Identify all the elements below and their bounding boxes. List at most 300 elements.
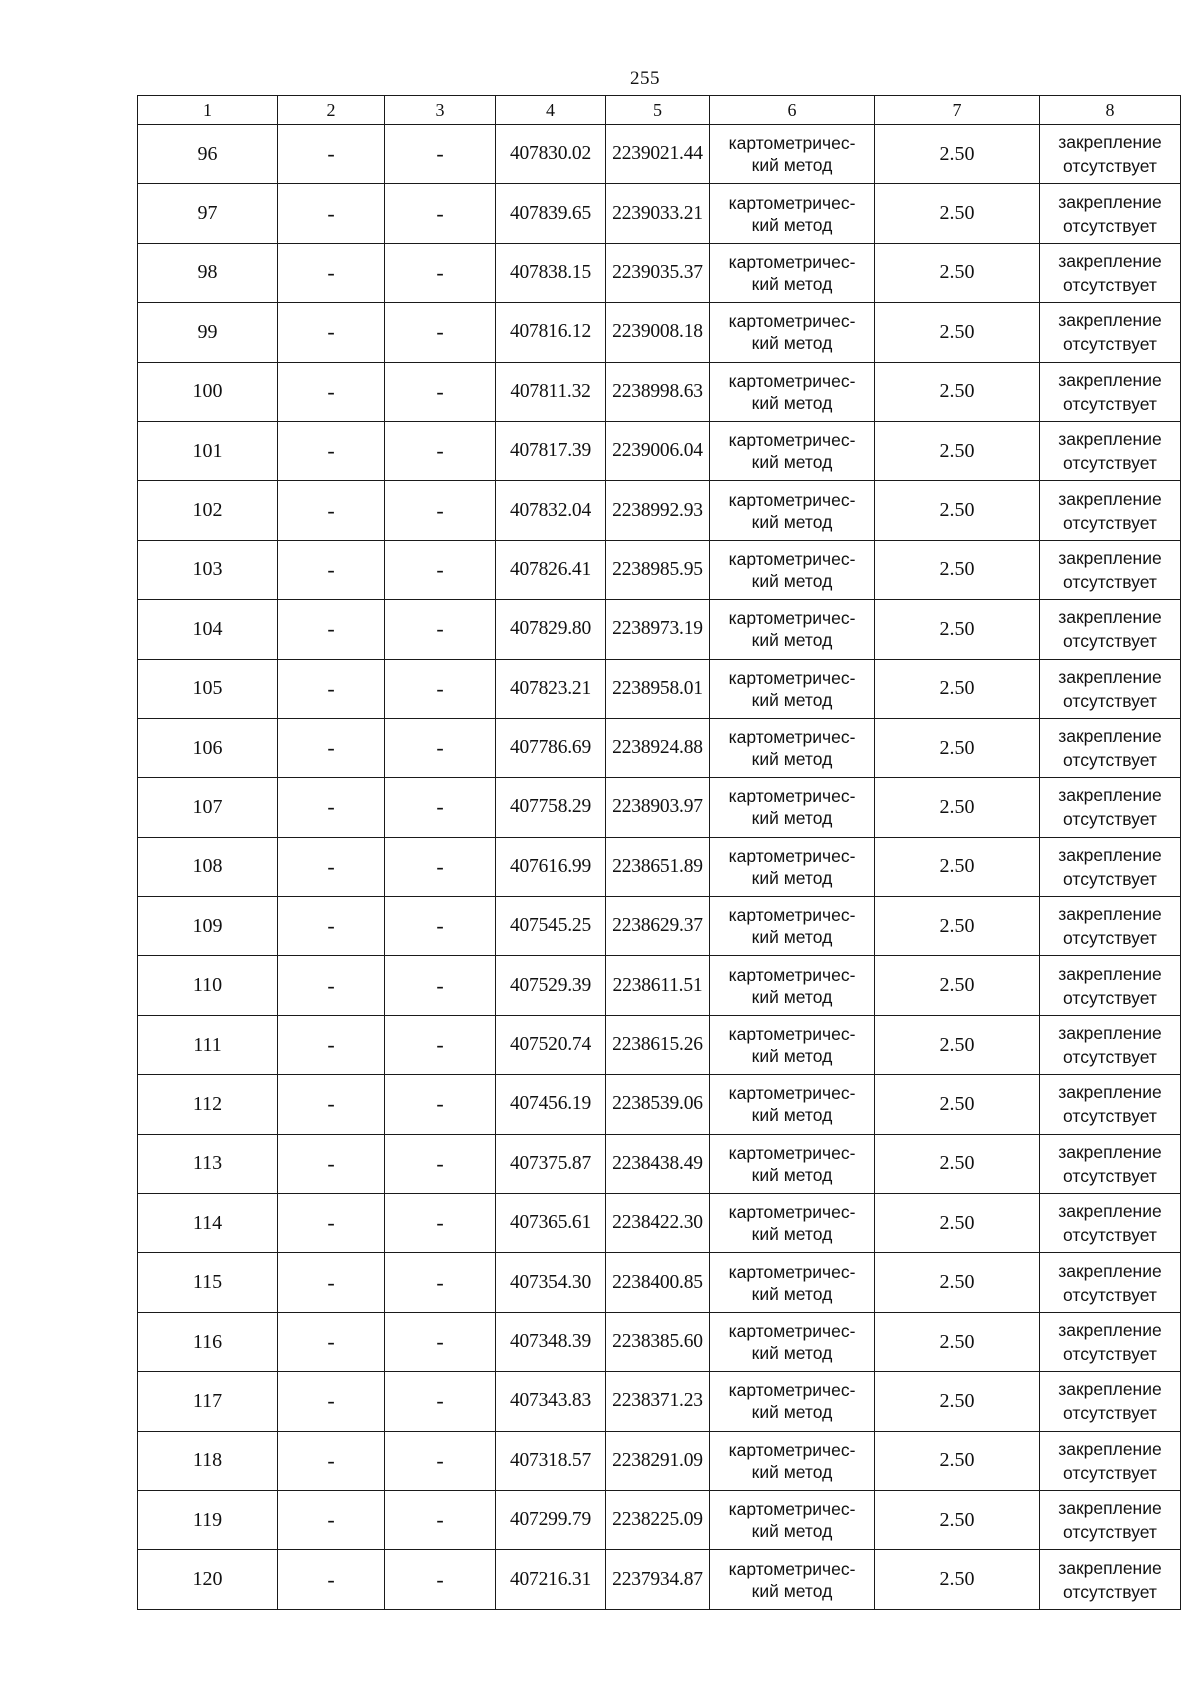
method-text: кий метод bbox=[751, 392, 833, 413]
column-3-cell: - bbox=[385, 1194, 496, 1253]
column-3-cell: - bbox=[385, 1550, 496, 1609]
column-header: 8 bbox=[1040, 96, 1181, 125]
method-text: картометричес- bbox=[728, 1321, 856, 1341]
fixation-text: отсутствует bbox=[1063, 1581, 1157, 1602]
point-number-cell: 117 bbox=[138, 1372, 278, 1431]
coordinate-x-cell: 407354.30 bbox=[496, 1253, 606, 1312]
accuracy-cell: 2.50 bbox=[875, 718, 1040, 777]
fixation-text: отсутствует bbox=[1063, 453, 1157, 474]
column-2-cell: - bbox=[278, 897, 385, 956]
method-text: кий метод bbox=[751, 1580, 833, 1601]
point-number-cell: 98 bbox=[138, 243, 278, 302]
fixation-cell bbox=[1040, 600, 1181, 659]
method-text: кий метод bbox=[751, 630, 833, 651]
column-3-cell: - bbox=[385, 659, 496, 718]
method-text: кий метод bbox=[751, 155, 833, 176]
method-cell bbox=[710, 362, 875, 421]
fixation-cell bbox=[1040, 125, 1181, 184]
coordinate-x-cell: 407826.41 bbox=[496, 540, 606, 599]
method-text: кий метод bbox=[751, 1046, 833, 1067]
method-text: картометричес- bbox=[728, 548, 856, 569]
fixation-text: закрепление bbox=[1058, 1557, 1162, 1578]
coordinate-y-cell: 2237934.87 bbox=[606, 1550, 710, 1609]
coordinate-x-cell: 407529.39 bbox=[496, 956, 606, 1015]
coordinate-x-cell: 407786.69 bbox=[496, 718, 606, 777]
column-2-cell: - bbox=[278, 1312, 385, 1371]
coordinate-y-cell: 2238903.97 bbox=[606, 778, 710, 837]
table-row bbox=[138, 778, 1181, 837]
accuracy-cell: 2.50 bbox=[875, 1015, 1040, 1074]
point-number-cell: 113 bbox=[138, 1134, 278, 1193]
fixation-text: отсутствует bbox=[1063, 928, 1157, 949]
fixation-text: закрепление bbox=[1058, 607, 1162, 628]
column-3-cell: - bbox=[385, 184, 496, 243]
method-text: картометричес- bbox=[728, 370, 856, 391]
column-2-cell: - bbox=[278, 1253, 385, 1312]
fixation-text: закрепление bbox=[1058, 1082, 1162, 1103]
table-row bbox=[138, 1550, 1181, 1609]
column-header: 2 bbox=[278, 96, 385, 125]
method-text: картометричес- bbox=[728, 1439, 856, 1460]
accuracy-cell: 2.50 bbox=[875, 362, 1040, 421]
coordinate-x-cell: 407839.65 bbox=[496, 184, 606, 243]
fixation-text: отсутствует bbox=[1063, 1403, 1157, 1424]
column-2-cell: - bbox=[278, 1490, 385, 1549]
method-cell bbox=[710, 303, 875, 362]
fixation-cell bbox=[1040, 659, 1181, 718]
fixation-cell bbox=[1040, 837, 1181, 896]
fixation-text: отсутствует bbox=[1063, 215, 1157, 236]
coordinate-y-cell: 2238385.60 bbox=[606, 1312, 710, 1371]
fixation-text: закрепление bbox=[1058, 963, 1162, 984]
method-cell bbox=[710, 421, 875, 480]
coordinate-x-cell: 407829.80 bbox=[496, 600, 606, 659]
fixation-cell bbox=[1040, 243, 1181, 302]
fixation-cell bbox=[1040, 1312, 1181, 1371]
accuracy-cell: 2.50 bbox=[875, 956, 1040, 1015]
fixation-text: отсутствует bbox=[1063, 1522, 1157, 1543]
fixation-text: отсутствует bbox=[1063, 1047, 1157, 1068]
coordinate-y-cell: 2238985.95 bbox=[606, 540, 710, 599]
coordinate-y-cell: 2238924.88 bbox=[606, 718, 710, 777]
column-2-cell: - bbox=[278, 1015, 385, 1074]
method-cell bbox=[710, 1490, 875, 1549]
method-cell bbox=[710, 1253, 875, 1312]
method-cell bbox=[710, 1134, 875, 1193]
coordinate-x-cell: 407816.12 bbox=[496, 303, 606, 362]
fixation-text: отсутствует bbox=[1063, 1106, 1157, 1127]
column-2-cell: - bbox=[278, 778, 385, 837]
fixation-cell bbox=[1040, 362, 1181, 421]
coordinate-y-cell: 2238651.89 bbox=[606, 837, 710, 896]
fixation-text: закрепление bbox=[1058, 429, 1162, 450]
column-2-cell: - bbox=[278, 1134, 385, 1193]
fixation-text: отсутствует bbox=[1063, 1284, 1157, 1305]
column-header: 4 bbox=[496, 96, 606, 125]
coordinate-x-cell: 407832.04 bbox=[496, 481, 606, 540]
method-text: кий метод bbox=[751, 1402, 833, 1423]
accuracy-cell: 2.50 bbox=[875, 421, 1040, 480]
fixation-text: закрепление bbox=[1058, 1201, 1162, 1222]
method-text: картометричес- bbox=[728, 489, 856, 510]
coordinate-x-cell: 407299.79 bbox=[496, 1490, 606, 1549]
fixation-cell bbox=[1040, 1194, 1181, 1253]
method-text: кий метод bbox=[751, 452, 833, 473]
point-number-cell: 106 bbox=[138, 718, 278, 777]
column-2-cell: - bbox=[278, 303, 385, 362]
column-2-cell: - bbox=[278, 837, 385, 896]
table-row bbox=[138, 1075, 1181, 1134]
column-2-cell: - bbox=[278, 481, 385, 540]
table-row bbox=[138, 600, 1181, 659]
fixation-text: закрепление bbox=[1058, 844, 1162, 865]
fixation-text: закрепление bbox=[1058, 1438, 1162, 1459]
method-text: картометричес- bbox=[728, 1380, 856, 1401]
column-3-cell: - bbox=[385, 897, 496, 956]
table-row bbox=[138, 1134, 1181, 1193]
column-3-cell: - bbox=[385, 125, 496, 184]
column-3-cell: - bbox=[385, 1431, 496, 1490]
header-row bbox=[138, 96, 1181, 125]
table-row bbox=[138, 1372, 1181, 1431]
method-text: кий метод bbox=[751, 1461, 833, 1482]
fixation-text: закрепление bbox=[1058, 1320, 1162, 1340]
fixation-text: отсутствует bbox=[1063, 156, 1157, 177]
coordinate-y-cell: 2238998.63 bbox=[606, 362, 710, 421]
fixation-cell bbox=[1040, 897, 1181, 956]
table-row bbox=[138, 1490, 1181, 1549]
column-3-cell: - bbox=[385, 1253, 496, 1312]
method-text: кий метод bbox=[751, 749, 833, 770]
column-3-cell: - bbox=[385, 1372, 496, 1431]
column-header: 5 bbox=[606, 96, 710, 125]
column-2-cell: - bbox=[278, 362, 385, 421]
table-row bbox=[138, 956, 1181, 1015]
method-text: картометричес- bbox=[728, 1142, 856, 1163]
point-number-cell: 104 bbox=[138, 600, 278, 659]
coordinate-x-cell: 407456.19 bbox=[496, 1075, 606, 1134]
coordinate-y-cell: 2238611.51 bbox=[606, 956, 710, 1015]
fixation-text: отсутствует bbox=[1063, 690, 1157, 711]
fixation-text: закрепление bbox=[1058, 132, 1162, 153]
coordinates-table bbox=[137, 95, 1181, 1610]
fixation-cell bbox=[1040, 1372, 1181, 1431]
fixation-cell bbox=[1040, 1075, 1181, 1134]
method-text: кий метод bbox=[751, 511, 833, 532]
method-text: картометричес- bbox=[728, 251, 856, 272]
fixation-cell bbox=[1040, 1490, 1181, 1549]
table-row bbox=[138, 125, 1181, 184]
coordinate-x-cell: 407216.31 bbox=[496, 1550, 606, 1609]
method-cell bbox=[710, 1431, 875, 1490]
fixation-text: отсутствует bbox=[1063, 1225, 1157, 1246]
accuracy-cell: 2.50 bbox=[875, 600, 1040, 659]
column-3-cell: - bbox=[385, 243, 496, 302]
accuracy-cell: 2.50 bbox=[875, 1490, 1040, 1549]
column-2-cell: - bbox=[278, 1550, 385, 1609]
method-text: кий метод bbox=[751, 1224, 833, 1245]
point-number-cell: 116 bbox=[138, 1312, 278, 1371]
fixation-text: отсутствует bbox=[1063, 1344, 1157, 1364]
method-text: картометричес- bbox=[728, 905, 856, 926]
table-row bbox=[138, 659, 1181, 718]
coordinate-y-cell: 2238629.37 bbox=[606, 897, 710, 956]
fixation-cell bbox=[1040, 1550, 1181, 1609]
table-row bbox=[138, 1194, 1181, 1253]
point-number-cell: 108 bbox=[138, 837, 278, 896]
coordinate-y-cell: 2239021.44 bbox=[606, 125, 710, 184]
column-3-cell: - bbox=[385, 481, 496, 540]
method-text: кий метод bbox=[751, 1521, 833, 1542]
accuracy-cell: 2.50 bbox=[875, 778, 1040, 837]
table-row bbox=[138, 184, 1181, 243]
point-number-cell: 102 bbox=[138, 481, 278, 540]
fixation-text: отсутствует bbox=[1063, 868, 1157, 889]
method-text: картометричес- bbox=[728, 667, 856, 688]
coordinate-x-cell: 407365.61 bbox=[496, 1194, 606, 1253]
column-3-cell: - bbox=[385, 303, 496, 362]
coordinate-y-cell: 2238992.93 bbox=[606, 481, 710, 540]
method-text: кий метод bbox=[751, 1105, 833, 1126]
coordinate-x-cell: 407817.39 bbox=[496, 421, 606, 480]
fixation-text: закрепление bbox=[1058, 1260, 1162, 1281]
fixation-cell bbox=[1040, 956, 1181, 1015]
table-row bbox=[138, 1312, 1181, 1371]
column-3-cell: - bbox=[385, 837, 496, 896]
method-text: картометричес- bbox=[728, 786, 856, 807]
table-row bbox=[138, 1253, 1181, 1312]
point-number-cell: 110 bbox=[138, 956, 278, 1015]
column-2-cell: - bbox=[278, 1194, 385, 1253]
fixation-cell bbox=[1040, 1015, 1181, 1074]
column-2-cell: - bbox=[278, 1431, 385, 1490]
coordinate-x-cell: 407616.99 bbox=[496, 837, 606, 896]
coordinate-x-cell: 407318.57 bbox=[496, 1431, 606, 1490]
column-3-cell: - bbox=[385, 600, 496, 659]
method-text: картометричес- bbox=[728, 1261, 856, 1282]
fixation-text: закрепление bbox=[1058, 904, 1162, 925]
point-number-cell: 111 bbox=[138, 1015, 278, 1074]
coordinate-y-cell: 2238291.09 bbox=[606, 1431, 710, 1490]
accuracy-cell: 2.50 bbox=[875, 303, 1040, 362]
point-number-cell: 99 bbox=[138, 303, 278, 362]
column-2-cell: - bbox=[278, 1372, 385, 1431]
column-header: 6 bbox=[710, 96, 875, 125]
fixation-text: отсутствует bbox=[1063, 809, 1157, 830]
column-header: 3 bbox=[385, 96, 496, 125]
accuracy-cell: 2.50 bbox=[875, 1134, 1040, 1193]
method-text: кий метод bbox=[751, 333, 833, 354]
method-text: кий метод bbox=[751, 214, 833, 235]
coordinate-x-cell: 407343.83 bbox=[496, 1372, 606, 1431]
fixation-text: закрепление bbox=[1058, 726, 1162, 747]
fixation-text: закрепление bbox=[1058, 666, 1162, 687]
fixation-text: отсутствует bbox=[1063, 571, 1157, 592]
coordinate-y-cell: 2238973.19 bbox=[606, 600, 710, 659]
fixation-text: закрепление bbox=[1058, 488, 1162, 509]
column-3-cell: - bbox=[385, 1312, 496, 1371]
column-3-cell: - bbox=[385, 1075, 496, 1134]
fixation-text: отсутствует bbox=[1063, 750, 1157, 771]
table-row bbox=[138, 421, 1181, 480]
accuracy-cell: 2.50 bbox=[875, 125, 1040, 184]
column-3-cell: - bbox=[385, 362, 496, 421]
point-number-cell: 103 bbox=[138, 540, 278, 599]
column-header: 7 bbox=[875, 96, 1040, 125]
fixation-cell bbox=[1040, 1134, 1181, 1193]
method-cell bbox=[710, 778, 875, 837]
fixation-cell bbox=[1040, 1253, 1181, 1312]
method-cell bbox=[710, 1015, 875, 1074]
coordinate-x-cell: 407758.29 bbox=[496, 778, 606, 837]
column-2-cell: - bbox=[278, 600, 385, 659]
method-text: кий метод bbox=[751, 570, 833, 591]
method-text: картометричес- bbox=[728, 1083, 856, 1104]
method-text: картометричес- bbox=[728, 133, 856, 154]
point-number-cell: 120 bbox=[138, 1550, 278, 1609]
method-text: кий метод bbox=[751, 808, 833, 829]
column-2-cell: - bbox=[278, 718, 385, 777]
accuracy-cell: 2.50 bbox=[875, 659, 1040, 718]
point-number-cell: 118 bbox=[138, 1431, 278, 1490]
method-text: картометричес- bbox=[728, 1558, 856, 1579]
accuracy-cell: 2.50 bbox=[875, 184, 1040, 243]
fixation-cell bbox=[1040, 540, 1181, 599]
table-row bbox=[138, 897, 1181, 956]
column-3-cell: - bbox=[385, 718, 496, 777]
column-3-cell: - bbox=[385, 956, 496, 1015]
column-2-cell: - bbox=[278, 659, 385, 718]
coordinate-y-cell: 2238539.06 bbox=[606, 1075, 710, 1134]
column-3-cell: - bbox=[385, 1015, 496, 1074]
method-cell bbox=[710, 1312, 875, 1371]
fixation-text: отсутствует bbox=[1063, 1165, 1157, 1186]
fixation-cell bbox=[1040, 718, 1181, 777]
column-3-cell: - bbox=[385, 778, 496, 837]
fixation-text: отсутствует bbox=[1063, 274, 1157, 295]
method-text: картометричес- bbox=[728, 727, 856, 748]
column-2-cell: - bbox=[278, 243, 385, 302]
fixation-cell bbox=[1040, 421, 1181, 480]
fixation-cell bbox=[1040, 184, 1181, 243]
coordinate-y-cell: 2239033.21 bbox=[606, 184, 710, 243]
method-cell bbox=[710, 1075, 875, 1134]
column-3-cell: - bbox=[385, 540, 496, 599]
point-number-cell: 119 bbox=[138, 1490, 278, 1549]
point-number-cell: 105 bbox=[138, 659, 278, 718]
method-cell bbox=[710, 481, 875, 540]
accuracy-cell: 2.50 bbox=[875, 1550, 1040, 1609]
accuracy-cell: 2.50 bbox=[875, 1372, 1040, 1431]
fixation-text: закрепление bbox=[1058, 1498, 1162, 1519]
accuracy-cell: 2.50 bbox=[875, 540, 1040, 599]
coordinate-x-cell: 407520.74 bbox=[496, 1015, 606, 1074]
coordinate-y-cell: 2238371.23 bbox=[606, 1372, 710, 1431]
method-text: картометричес- bbox=[728, 845, 856, 866]
accuracy-cell: 2.50 bbox=[875, 1075, 1040, 1134]
fixation-text: закрепление bbox=[1058, 785, 1162, 806]
method-cell bbox=[710, 125, 875, 184]
method-cell bbox=[710, 184, 875, 243]
table-header bbox=[138, 96, 1181, 125]
point-number-cell: 100 bbox=[138, 362, 278, 421]
coordinate-y-cell: 2238422.30 bbox=[606, 1194, 710, 1253]
accuracy-cell: 2.50 bbox=[875, 1312, 1040, 1371]
column-3-cell: - bbox=[385, 421, 496, 480]
table-row bbox=[138, 1431, 1181, 1490]
table-row bbox=[138, 718, 1181, 777]
column-2-cell: - bbox=[278, 956, 385, 1015]
column-3-cell: - bbox=[385, 1134, 496, 1193]
accuracy-cell: 2.50 bbox=[875, 243, 1040, 302]
method-text: картометричес- bbox=[728, 1202, 856, 1223]
method-text: кий метод bbox=[751, 689, 833, 710]
point-number-cell: 96 bbox=[138, 125, 278, 184]
table-row bbox=[138, 481, 1181, 540]
method-cell bbox=[710, 718, 875, 777]
method-cell bbox=[710, 1550, 875, 1609]
table-row bbox=[138, 837, 1181, 896]
method-text: кий метод bbox=[751, 1343, 833, 1363]
coordinate-x-cell: 407823.21 bbox=[496, 659, 606, 718]
fixation-text: закрепление bbox=[1058, 547, 1162, 568]
point-number-cell: 115 bbox=[138, 1253, 278, 1312]
coordinate-x-cell: 407838.15 bbox=[496, 243, 606, 302]
coordinate-y-cell: 2239006.04 bbox=[606, 421, 710, 480]
fixation-text: отсутствует bbox=[1063, 987, 1157, 1008]
fixation-cell bbox=[1040, 303, 1181, 362]
coordinate-y-cell: 2238615.26 bbox=[606, 1015, 710, 1074]
fixation-text: отсутствует bbox=[1063, 631, 1157, 652]
accuracy-cell: 2.50 bbox=[875, 481, 1040, 540]
method-text: картометричес- bbox=[728, 608, 856, 629]
fixation-text: закрепление bbox=[1058, 369, 1162, 390]
coordinate-y-cell: 2238958.01 bbox=[606, 659, 710, 718]
method-text: кий метод bbox=[751, 273, 833, 294]
method-cell bbox=[710, 600, 875, 659]
accuracy-cell: 2.50 bbox=[875, 1253, 1040, 1312]
column-2-cell: - bbox=[278, 540, 385, 599]
method-text: кий метод bbox=[751, 927, 833, 948]
point-number-cell: 112 bbox=[138, 1075, 278, 1134]
point-number-cell: 107 bbox=[138, 778, 278, 837]
method-text: кий метод bbox=[751, 986, 833, 1007]
point-number-cell: 114 bbox=[138, 1194, 278, 1253]
column-2-cell: - bbox=[278, 421, 385, 480]
method-cell bbox=[710, 956, 875, 1015]
method-text: кий метод bbox=[751, 867, 833, 888]
accuracy-cell: 2.50 bbox=[875, 1431, 1040, 1490]
column-2-cell: - bbox=[278, 1075, 385, 1134]
fixation-text: закрепление bbox=[1058, 310, 1162, 331]
method-text: картометричес- bbox=[728, 430, 856, 451]
table-row bbox=[138, 243, 1181, 302]
fixation-text: отсутствует bbox=[1063, 1462, 1157, 1483]
column-2-cell: - bbox=[278, 184, 385, 243]
coordinate-x-cell: 407545.25 bbox=[496, 897, 606, 956]
fixation-text: закрепление bbox=[1058, 1023, 1162, 1044]
accuracy-cell: 2.50 bbox=[875, 897, 1040, 956]
coordinate-y-cell: 2238438.49 bbox=[606, 1134, 710, 1193]
coordinate-x-cell: 407348.39 bbox=[496, 1312, 606, 1371]
table-row bbox=[138, 303, 1181, 362]
method-cell bbox=[710, 243, 875, 302]
column-2-cell: - bbox=[278, 125, 385, 184]
coordinate-y-cell: 2238225.09 bbox=[606, 1490, 710, 1549]
method-text: кий метод bbox=[751, 1164, 833, 1185]
accuracy-cell: 2.50 bbox=[875, 1194, 1040, 1253]
page-number: 255 bbox=[630, 68, 660, 89]
